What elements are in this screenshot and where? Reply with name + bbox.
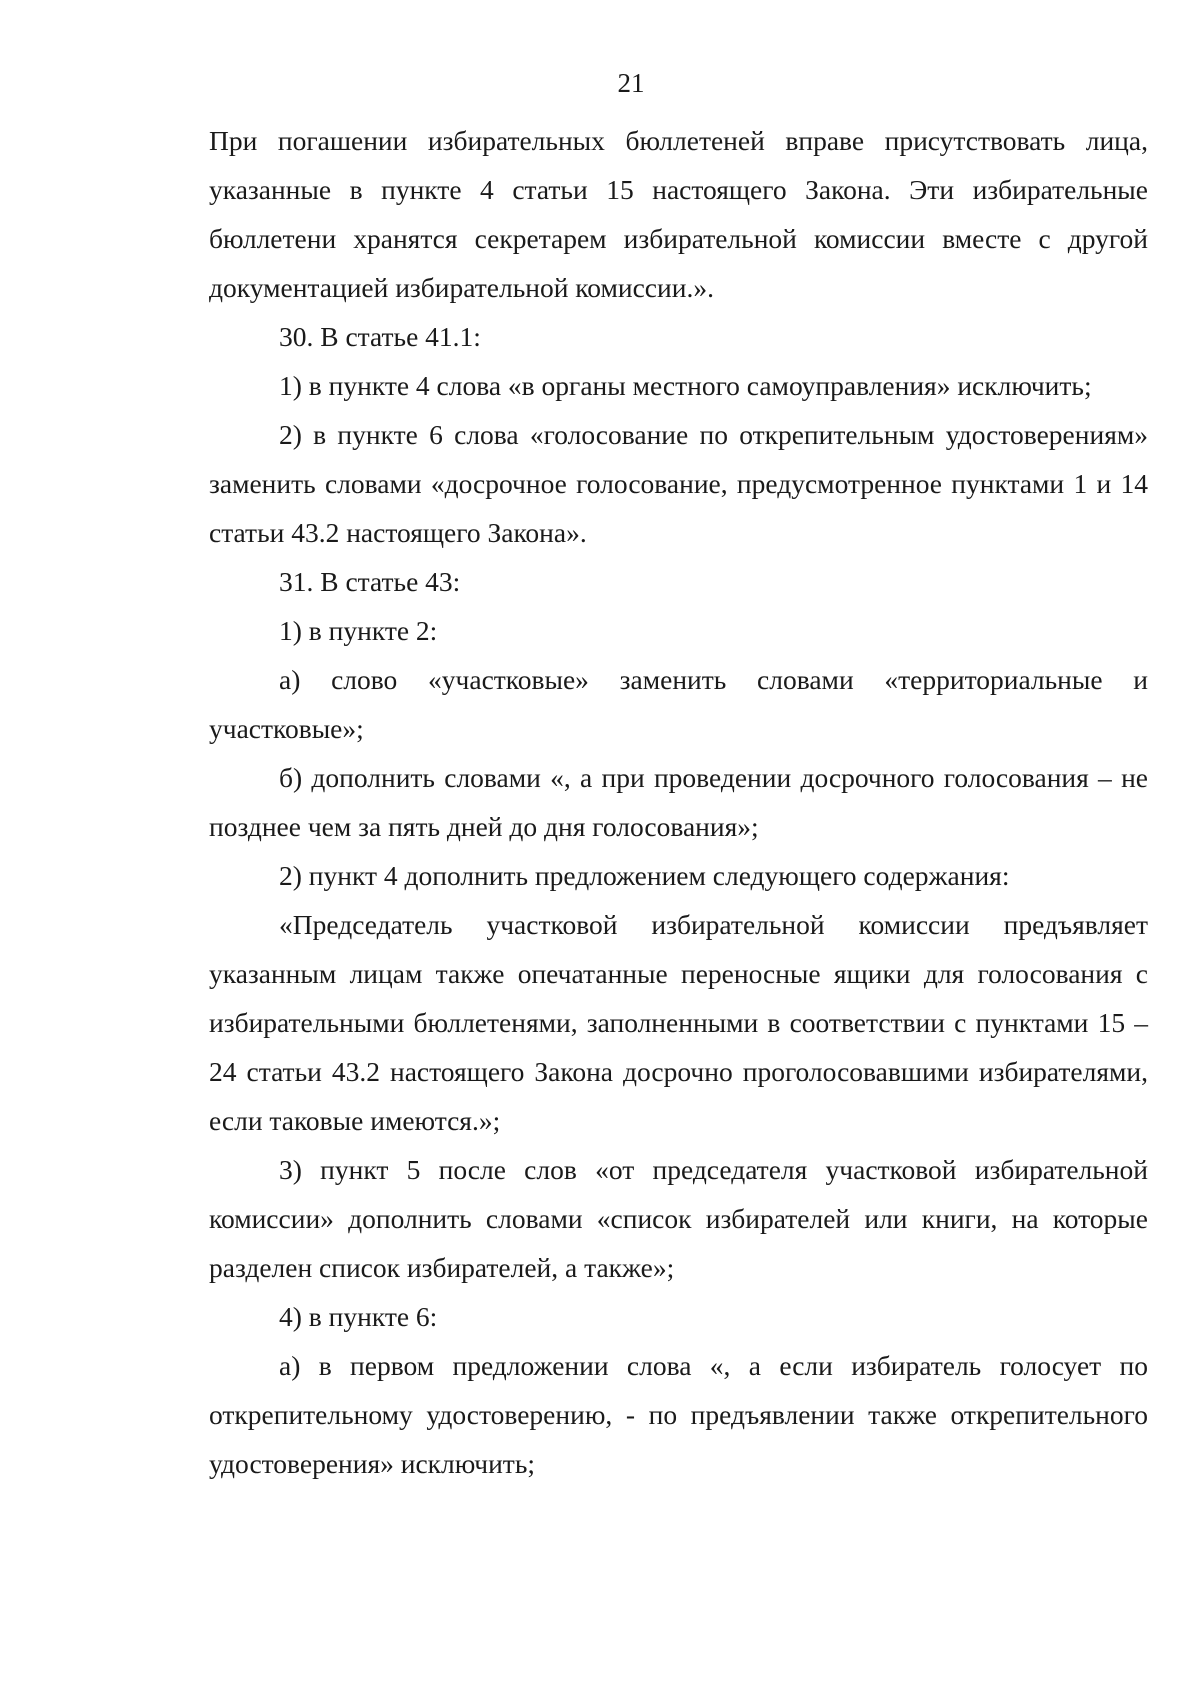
paragraph-quoted-insertion: «Председатель участковой избирательной комиссии предъявляет указанным лицам также опечатанные переносные ящики для голосования с избирательными бюллетенями, заполненными в соответствии с пунктами 15 – 24 статьи 43.2 настоящего Закона досрочно проголосовавшими избирателями, если таковые имеются.»; [209,909,1148,1136]
paragraph-item-31-3: 3) пункт 5 после слов «от председателя участковой избирательной комиссии» дополнить словами «список избирателей или книги, на которые разделен список избирателей, а также»; [209,1154,1148,1283]
paragraph-item-31: 31. В статье 43: [279,566,461,597]
paragraph-item-30: 30. В статье 41.1: [279,321,481,352]
page-number: 21 [617,68,645,98]
document-body [209,116,1148,1488]
paragraph-item-30-1: 1) в пункте 4 слова «в органы местного самоуправления» исключить; [279,370,1092,401]
paragraph-ballots-destruction: При погашении избирательных бюллетеней вправе присутствовать лица, указанные в пункте 4 статьи 15 настоящего Закона. Эти избирательные бюллетени хранятся секретарем избирательной комиссии вместе с другой документацией избирательной комиссии.». [209,125,1148,303]
paragraph-item-31-1: 1) в пункте 2: [279,615,438,646]
paragraph-item-30-2: 2) в пункте 6 слова «голосование по открепительным удостоверениям» заменить словами «досрочное голосование, предусмотренное пунктами 1 и 14 статьи 43.2 настоящего Закона». [209,419,1148,548]
paragraph-item-31-4-a: а) в первом предложении слова «, а если избиратель голосует по открепительному удостоверению, - по предъявлении также открепительного удостоверения» исключить; [209,1350,1148,1479]
paragraph-item-31-1-b: б) дополнить словами «, а при проведении досрочного голосования – не позднее чем за пять дней до дня голосования»; [209,762,1148,842]
paragraph-item-31-1-a: а) слово «участковые» заменить словами «территориальные и участковые»; [209,664,1148,744]
paragraph-item-31-4: 4) в пункте 6: [279,1301,438,1332]
paragraph-item-31-2: 2) пункт 4 дополнить предложением следующего содержания: [279,860,1010,891]
